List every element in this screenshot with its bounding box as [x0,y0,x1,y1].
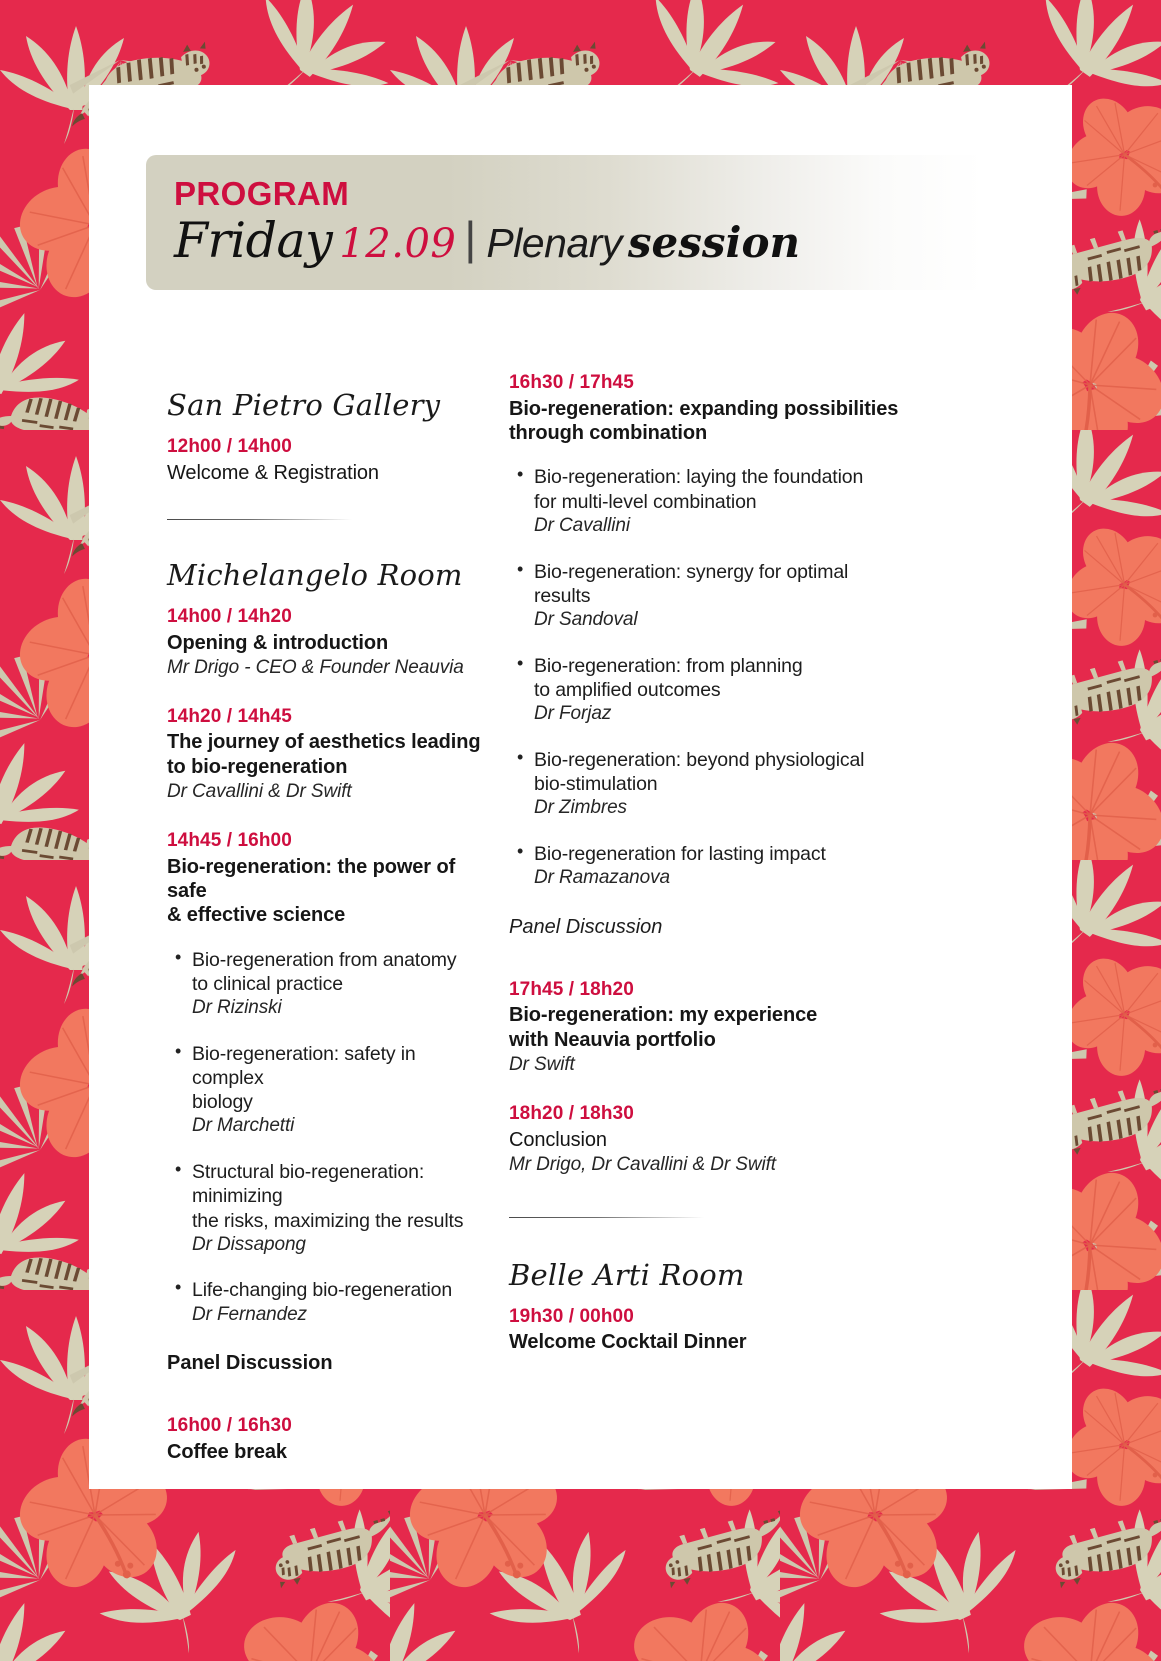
list-item [175,1160,489,1256]
list-item [517,654,939,726]
session-title: Welcome Cocktail Dinner [509,1331,747,1354]
session-bullet-list [517,465,939,889]
bullet-speaker: Dr Fernandez [192,1303,307,1325]
session-speaker: Dr Swift [509,1054,575,1076]
bullet-speaker: Dr Marchetti [192,1115,295,1137]
session-time: 16h00 / 16h30 [167,1415,292,1437]
session-title: Bio-regeneration: the power of safe & effective science [167,855,456,927]
bullet-title: • Bio-regeneration: from planning to amplified outcomes [534,654,803,701]
bullet-speaker: Dr Ramazanova [534,866,670,888]
bullet-title: • Bio-regeneration from anatomy to clinical practice [192,948,457,995]
program-subtitle [174,212,984,269]
header-day: Friday [174,212,333,269]
session-block [167,828,489,1375]
bullet-speaker: Dr Cavallini [534,514,630,536]
list-item [175,1042,489,1138]
venue-heading-michelangelo-room: Michelangelo Room [167,558,463,593]
header-separator: | [464,212,477,264]
bullet-title: • Bio-regeneration: beyond physiological bio-stimulation [534,748,865,795]
bullet-title: • Structural bio-regeneration: minimizing the risks, maximizing the results [192,1161,464,1232]
session-title: Conclusion [509,1128,607,1151]
bullet-title: • Bio-regeneration: laying the foundation for multi-level combination [534,466,864,513]
session-speaker: Mr Drigo - CEO & Founder Neauvia [167,657,464,679]
session-time: 14h00 / 14h20 [167,606,292,628]
panel-discussion-label: Panel Discussion [167,1352,333,1375]
bullet-speaker: Dr Zimbres [534,797,627,819]
program-right-column [489,370,939,1355]
session-block [509,1101,939,1177]
session-block [509,977,939,1077]
header-session-type-light: Plenary [486,220,622,266]
session-title: The journey of aesthetics leading to bio-regeneration [167,731,481,778]
list-item [517,465,939,537]
list-item [517,748,939,820]
session-block [167,434,489,485]
bullet-speaker: Dr Forjaz [534,702,612,724]
program-left-column [89,370,489,1464]
bullet-speaker: Dr Dissapong [192,1233,306,1255]
bullet-title: • Bio-regeneration: synergy for optimal results [534,560,849,607]
session-speaker: Mr Drigo, Dr Cavallini & Dr Swift [509,1153,776,1175]
session-time: 12h00 / 14h00 [167,436,292,457]
session-title: Bio-regeneration: my experience with Neauvia portfolio [509,1004,818,1051]
session-time: 16h30 / 17h45 [509,372,634,393]
session-block [167,1413,489,1464]
program-columns [89,370,1072,1464]
header-session-type-bold: session [627,218,801,267]
bullet-title: • Life-changing bio-regeneration [192,1279,453,1302]
section-divider [509,1217,704,1218]
session-block [167,704,489,804]
session-block [509,370,939,939]
session-block [509,1304,939,1355]
list-item [517,842,939,890]
program-page [89,85,1072,1489]
session-title: Welcome & Registration [167,461,379,484]
venue-heading-san-pietro-gallery: San Pietro Gallery [167,388,441,422]
session-title: Coffee break [167,1440,287,1463]
list-item [175,948,489,1020]
page-title: PROGRAM [174,175,350,212]
session-time: 14h45 / 16h00 [167,829,292,851]
section-divider [167,519,352,520]
list-item [517,560,939,632]
program-header-banner [146,155,984,290]
list-item [175,1278,489,1326]
session-bullet-list [175,948,489,1327]
session-title: Bio-regeneration: expanding possibilities through combination [509,397,899,445]
session-title: Opening & introduction [167,631,389,654]
session-time: 17h45 / 18h20 [509,978,634,1000]
bullet-speaker: Dr Sandoval [534,608,638,630]
venue-heading-belle-arti-room: Belle Arti Room [509,1257,745,1292]
bullet-title: • Bio-regeneration: safety in complex biology [192,1042,416,1114]
header-date: 12.09 [339,221,457,267]
bullet-title: • Bio-regeneration for lasting impact [534,842,826,865]
bullet-speaker: Dr Rizinski [192,997,282,1019]
session-speaker: Dr Cavallini & Dr Swift [167,781,352,803]
panel-discussion-label: Panel Discussion [509,915,663,938]
session-block [167,604,489,680]
session-time: 19h30 / 00h00 [509,1305,634,1327]
session-time: 18h20 / 18h30 [509,1102,634,1124]
session-time: 14h20 / 14h45 [167,705,292,727]
